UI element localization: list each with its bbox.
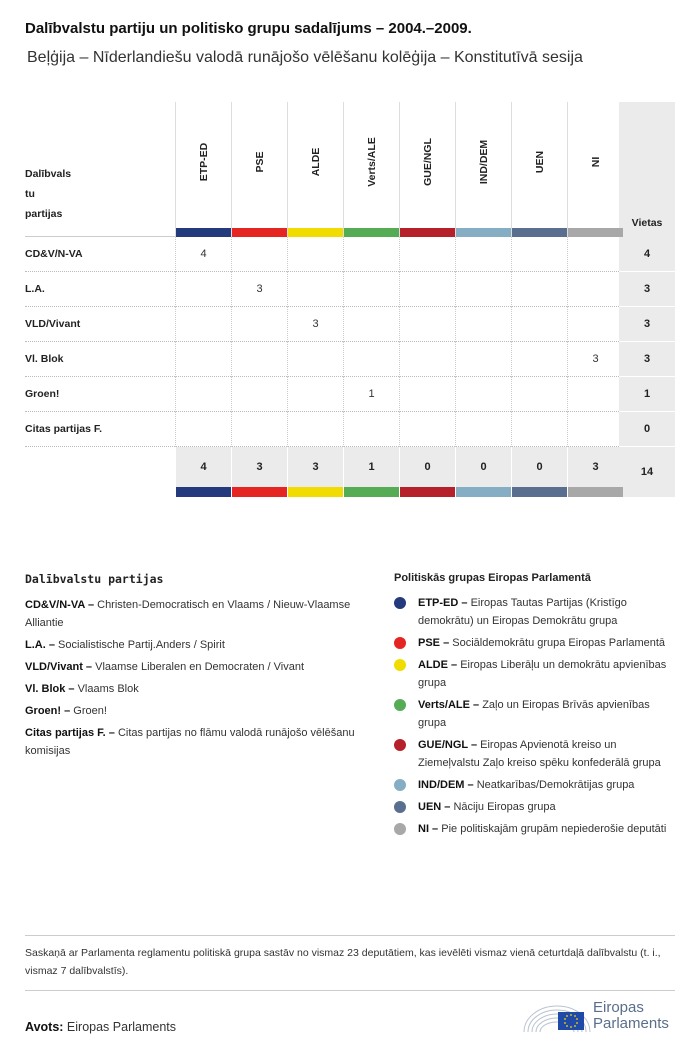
seat-cell (511, 272, 567, 307)
row-seats: 3 (619, 272, 675, 307)
seat-cell (567, 412, 623, 447)
group-legend-item (394, 798, 679, 816)
party-name: L.A. (25, 283, 45, 295)
totals-row (25, 447, 675, 497)
group-total-value: 0 (536, 461, 543, 473)
group-legend-item (394, 594, 679, 630)
group-full-name: Pie politiskajām grupām nepiederošie deputāti (441, 823, 667, 835)
group-color-bar (456, 228, 511, 237)
table-corner-label: Dalībvals tu partijas (25, 168, 72, 220)
table-row (25, 307, 675, 342)
group-abbr: IND/DEM – (418, 779, 474, 791)
party-full-name: Groen! (73, 705, 107, 717)
group-code-label: ALDE (309, 147, 322, 177)
seat-cell (343, 412, 399, 447)
seat-cell (175, 342, 231, 377)
party-legend-item (25, 658, 365, 676)
party-abbr: VLD/Vivant – (25, 661, 93, 673)
group-full-name: Eiropas Tautas Partijas (Kristīgo demokrātu) un Eiropas Demokrātu grupa (418, 597, 627, 627)
party-name: Groen! (25, 388, 60, 400)
seat-cell (399, 342, 455, 377)
seat-cell (287, 272, 343, 307)
party-legend-heading: Dalībvalstu partijas (25, 572, 164, 586)
group-legend (394, 572, 679, 842)
party-abbr: L.A. – (25, 639, 55, 651)
group-legend-item (394, 776, 679, 794)
party-legend-item (25, 702, 365, 720)
seat-cell (455, 237, 511, 272)
row-seats: 4 (619, 237, 675, 272)
group-code-label: NI (589, 156, 602, 168)
group-color-bar (232, 228, 287, 237)
group-legend-heading: Politiskās grupas Eiropas Parlamentā (394, 572, 591, 584)
ep-logo (522, 996, 677, 1036)
group-column-header (511, 102, 567, 237)
party-abbr: Vl. Blok – (25, 683, 75, 695)
seat-cell (455, 377, 511, 412)
group-total-cell (455, 447, 511, 497)
seat-cell (399, 307, 455, 342)
party-legend-item (25, 680, 365, 698)
seat-cell (399, 237, 455, 272)
seat-cell (175, 412, 231, 447)
group-color-bar (176, 228, 231, 237)
group-code-label: UEN (533, 150, 546, 174)
group-full-name: Zaļo un Eiropas Brīvās apvienības grupa (418, 699, 650, 729)
table-header (25, 102, 675, 237)
group-legend-item (394, 820, 679, 838)
table-row (25, 412, 675, 447)
group-total-cell (511, 447, 567, 497)
seats-header (619, 102, 675, 237)
party-legend-item (25, 596, 365, 632)
party-full-name: Vlaams Blok (77, 683, 139, 695)
table-row (25, 342, 675, 377)
seat-cell (511, 412, 567, 447)
group-color-bar (288, 487, 343, 497)
total-seats: 14 (619, 447, 675, 497)
seat-cell (399, 272, 455, 307)
group-legend-item (394, 634, 679, 652)
group-color-dot-icon (394, 779, 406, 791)
group-full-name: Nāciju Eiropas grupa (453, 801, 556, 813)
group-color-dot-icon (394, 801, 406, 813)
party-name: Vl. Blok (25, 353, 64, 365)
party-legend (25, 572, 365, 764)
seat-cell (455, 342, 511, 377)
group-column-header (455, 102, 511, 237)
seat-cell (287, 237, 343, 272)
seat-cell (343, 237, 399, 272)
group-column-header (231, 102, 287, 237)
seat-cell (567, 377, 623, 412)
seat-cell (175, 377, 231, 412)
group-full-name: Eiropas Apvienotā kreiso un Ziemeļvalstu Zaļo kreiso spēku konfederālā grupa (418, 739, 661, 769)
group-total-value: 0 (480, 461, 487, 473)
group-legend-item (394, 696, 679, 732)
group-color-dot-icon (394, 597, 406, 609)
source-label: Avots: (25, 1020, 64, 1034)
group-color-bar (232, 487, 287, 497)
group-total-value: 3 (256, 461, 263, 473)
source (25, 1020, 176, 1034)
group-color-bar (344, 228, 399, 237)
group-color-bar (344, 487, 399, 497)
party-full-name: Socialistische Partij.Anders / Spirit (58, 639, 225, 651)
group-color-bar (568, 487, 623, 497)
seat-cell (343, 272, 399, 307)
group-total-value: 3 (312, 461, 319, 473)
footnote: Saskaņā ar Parlamenta reglamentu politiskā grupa sastāv no vismaz 23 deputātiem, kas ievēlēti vismaz vienā ceturtdaļā dalībvalstu (t. i., vismaz 7 dalībvalstīs). (25, 935, 675, 991)
seat-cell (455, 272, 511, 307)
group-color-dot-icon (394, 699, 406, 711)
seat-cell: 1 (343, 377, 399, 412)
seat-cell (511, 342, 567, 377)
group-abbr: ALDE – (418, 659, 458, 671)
party-name: CD&V/N-VA (25, 248, 83, 260)
group-full-name: Neatkarības/Demokrātijas grupa (476, 779, 635, 791)
seat-cell (567, 272, 623, 307)
group-total-cell (287, 447, 343, 497)
group-column-header (175, 102, 231, 237)
group-total-cell (343, 447, 399, 497)
group-abbr: PSE – (418, 637, 450, 649)
seat-cell (175, 272, 231, 307)
group-abbr: Verts/ALE – (418, 699, 480, 711)
group-color-dot-icon (394, 739, 406, 751)
group-code-label: ETP-ED (197, 142, 210, 182)
party-legend-item (25, 636, 365, 654)
parliament-hemicycle-icon (522, 996, 592, 1036)
seat-cell (231, 307, 287, 342)
table-row (25, 237, 675, 272)
group-code-label: IND/DEM (477, 139, 490, 185)
group-color-dot-icon (394, 823, 406, 835)
seat-cell: 4 (175, 237, 231, 272)
seat-cell (231, 412, 287, 447)
group-total-value: 0 (424, 461, 431, 473)
seat-cell (567, 237, 623, 272)
party-abbr: Groen! – (25, 705, 71, 717)
seat-cell (231, 342, 287, 377)
group-legend-item (394, 656, 679, 692)
seat-cell: 3 (567, 342, 623, 377)
seat-cell (231, 377, 287, 412)
group-abbr: ETP-ED – (418, 597, 468, 609)
seat-cell (567, 307, 623, 342)
group-color-bar (288, 228, 343, 237)
group-color-dot-icon (394, 637, 406, 649)
group-total-cell (567, 447, 623, 497)
row-seats: 1 (619, 377, 675, 412)
seat-cell (511, 377, 567, 412)
group-total-value: 4 (200, 461, 207, 473)
group-color-bar (400, 228, 455, 237)
group-code-label: GUE/NGL (421, 138, 434, 186)
seat-cell (287, 342, 343, 377)
table-row (25, 272, 675, 307)
party-name: VLD/Vivant (25, 318, 81, 330)
page-subtitle: Beļģija – Nīderlandiešu valodā runājošo vēlēšanu kolēģija – Konstitutīvā sesija (27, 49, 583, 66)
source-value: Eiropas Parlaments (66, 1020, 176, 1034)
group-full-name: Eiropas Liberāļu un demokrātu apvienības grupa (418, 659, 667, 689)
seat-cell (455, 307, 511, 342)
group-color-bar (512, 228, 567, 237)
seat-cell (455, 412, 511, 447)
row-seats: 0 (619, 412, 675, 447)
seat-cell (287, 377, 343, 412)
party-abbr: CD&V/N-VA – (25, 599, 95, 611)
group-abbr: GUE/NGL – (418, 739, 478, 751)
seat-cell (511, 307, 567, 342)
party-full-name: Citas partijas no flāmu valodā runājošo vēlēšanu komisijas (25, 727, 355, 757)
logo-text: Eiropas Parlaments (593, 999, 669, 1032)
group-color-bar (512, 487, 567, 497)
distribution-table (25, 102, 675, 497)
seat-cell (399, 412, 455, 447)
group-total-value: 1 (368, 461, 375, 473)
group-total-value: 3 (592, 461, 599, 473)
party-legend-item (25, 724, 365, 760)
group-column-header (287, 102, 343, 237)
group-column-header (343, 102, 399, 237)
group-color-bar (176, 487, 231, 497)
group-column-header (399, 102, 455, 237)
seats-label: Vietas (631, 217, 663, 229)
group-abbr: UEN – (418, 801, 451, 813)
seat-cell (511, 237, 567, 272)
group-code-label: Verts/ALE (365, 137, 378, 187)
party-name: Citas partijas F. (25, 423, 103, 435)
seat-cell (399, 377, 455, 412)
group-total-cell (175, 447, 231, 497)
group-abbr: NI – (418, 823, 439, 835)
group-total-cell (231, 447, 287, 497)
seat-cell (231, 237, 287, 272)
seat-cell (287, 412, 343, 447)
page-title: Dalībvalstu partiju un politisko grupu sadalījums – 2004.–2009. (25, 20, 472, 37)
seat-cell: 3 (287, 307, 343, 342)
group-color-bar (568, 228, 623, 237)
seat-cell (343, 307, 399, 342)
group-color-bar (400, 487, 455, 497)
table-row (25, 377, 675, 412)
seat-cell (343, 342, 399, 377)
group-color-dot-icon (394, 659, 406, 671)
group-total-cell (399, 447, 455, 497)
group-color-bar (456, 487, 511, 497)
seat-cell: 3 (231, 272, 287, 307)
group-code-label: PSE (253, 151, 266, 173)
party-full-name: Christen-Democratisch en Vlaams / Nieuw-Vlaamse Alliantie (25, 599, 351, 629)
party-full-name: Vlaamse Liberalen en Democraten / Vivant (95, 661, 305, 673)
group-column-header (567, 102, 623, 237)
row-seats: 3 (619, 342, 675, 377)
table-body (25, 237, 675, 447)
row-seats: 3 (619, 307, 675, 342)
party-abbr: Citas partijas F. – (25, 727, 115, 739)
group-legend-item (394, 736, 679, 772)
group-full-name: Sociāldemokrātu grupa Eiropas Parlamentā (452, 637, 666, 649)
seat-cell (175, 307, 231, 342)
